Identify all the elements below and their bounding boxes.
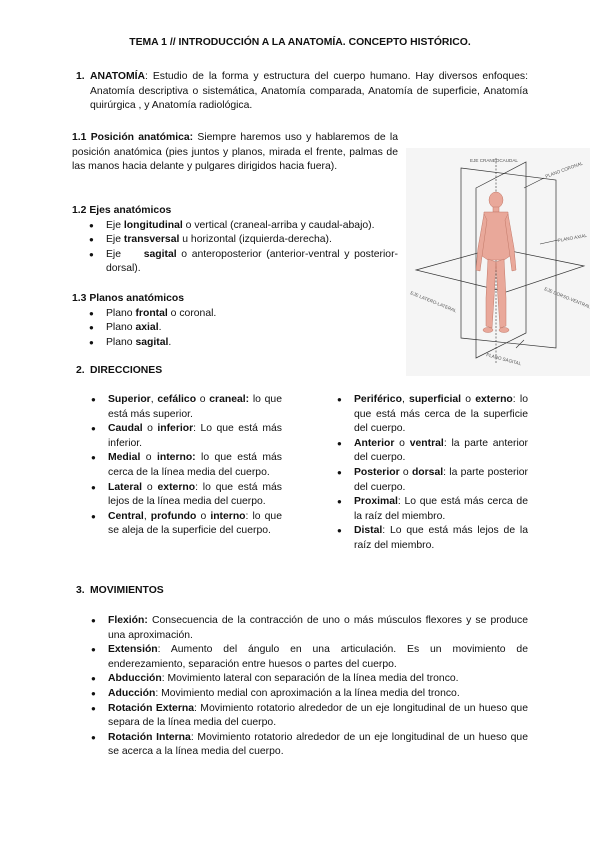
list-item: ● Plano axial. xyxy=(88,321,398,336)
label-eje-dorso: EJE DORSO-VENTRAL xyxy=(543,286,590,310)
list-item: ● Plano sagital. xyxy=(88,336,398,351)
list-item: ● Anterior o ventral: la parte anterior del cuerpo. xyxy=(336,437,528,466)
list-item: ● Eje sagital o anteroposterior (anterior-ventral y posterior-dorsal). xyxy=(88,248,398,277)
movimientos-list xyxy=(90,614,528,760)
list-item: ● Abducción: Movimiento lateral con separación de la línea media del tronco. xyxy=(90,672,528,687)
list-item: ● Caudal o inferior: Lo que está más inferior. xyxy=(90,422,282,451)
direcciones-left-list xyxy=(90,393,282,539)
anatomical-planes-illustration xyxy=(406,148,590,376)
list-item: ● Aducción: Movimiento medial con aproximación a la línea media del tronco. xyxy=(90,687,528,702)
list-item: ● Extensión: Aumento del ángulo en una articulación. Es un movimiento de enderezamiento, separación entre huesos o partes del cuerpo. xyxy=(90,643,528,672)
subsection-posicion xyxy=(72,131,398,175)
direcciones-right-list xyxy=(336,393,528,554)
movimientos-column xyxy=(90,614,528,760)
section-anatomia xyxy=(76,70,528,114)
list-item: ● Proximal: Lo que está más cerca de la raíz del miembro. xyxy=(336,495,528,524)
section-number: 3. xyxy=(76,585,85,596)
label-plano-coronal: PLANO CORONAL xyxy=(544,160,584,179)
label-eje-craneocaudal: EJE CRANEOCAUDAL xyxy=(470,158,518,163)
direcciones-left-column xyxy=(90,393,282,539)
list-item: ● Flexión: Consecuencia de la contracción de uno o más músculos flexores y se produce una aproximación. xyxy=(90,614,528,643)
section-number: 2. xyxy=(76,365,85,376)
section-text: : Estudio de la forma y estructura del cuerpo humano. Hay diversos enfoques: Anatomía descriptiva o sistemática, Anatomía comparada, Anatomía de superficie, Anatomía quirúrgica , y Anatomía radiológica. xyxy=(90,71,528,112)
list-item: ● Eje longitudinal o vertical (craneal-arriba y caudal-abajo). xyxy=(88,219,398,234)
list-item: ● Superior, cefálico o craneal: lo que está más superior. xyxy=(90,393,282,422)
anatomical-planes-figure xyxy=(406,148,590,376)
list-item: ● Eje transversal u horizontal (izquierda-derecha). xyxy=(88,233,398,248)
subsection-heading: 1.1 Posición anatómica: xyxy=(72,132,194,143)
section-heading: MOVIMIENTOS xyxy=(90,585,164,596)
label-eje-lateral: EJE LATERO-LATERAL xyxy=(409,290,458,314)
label-plano-axial: PLANO AXIAL xyxy=(557,232,588,243)
section-number: 1. xyxy=(76,71,85,82)
list-item: ● Distal: Lo que está más lejos de la raíz del miembro. xyxy=(336,524,528,553)
planos-list xyxy=(88,307,398,351)
list-item: ● Rotación Interna: Movimiento rotatorio alrededor de un eje longitudinal de un hueso que se acerca a la línea media del cuerpo. xyxy=(90,731,528,760)
list-item: ● Medial o interno: lo que está más cerca de la línea media del cuerpo. xyxy=(90,451,282,480)
section-heading: ANATOMÍA xyxy=(90,71,146,82)
section-heading: DIRECCIONES xyxy=(90,365,163,376)
list-item: ● Lateral o externo: lo que está más lejos de la línea media del cuerpo. xyxy=(90,481,282,510)
list-item: ● Posterior o dorsal: la parte posterior del cuerpo. xyxy=(336,466,528,495)
label-plano-sagital: PLANO SAGITAL xyxy=(485,352,522,367)
subsection-heading: 1.3 Planos anatómicos xyxy=(72,293,185,304)
subsection-text: Siempre haremos uso y hablaremos de la posición anatómica (pies juntos y planos, mirada el frente, palmas de las manos hacia delante y pulgares dirigidos hacia fuera). xyxy=(72,132,398,173)
list-item: ● Plano frontal o coronal. xyxy=(88,307,398,322)
ejes-list xyxy=(88,219,398,277)
page-title: TEMA 1 // INTRODUCCIÓN A LA ANATOMÍA. CONCEPTO HISTÓRICO. xyxy=(129,37,471,48)
list-item: ● Central, profundo o interno: lo que se aleja de la superficie del cuerpo. xyxy=(90,510,282,539)
list-item: ● Rotación Externa: Movimiento rotatorio alrededor de un eje longitudinal de un hueso que separa de la línea media del cuerpo. xyxy=(90,702,528,731)
subsection-ejes xyxy=(72,204,398,277)
subsection-planos xyxy=(72,292,398,350)
list-item: ● Periférico, superficial o externo: lo que está más cerca de la superficie del cuerpo. xyxy=(336,393,528,437)
direcciones-right-column xyxy=(336,393,528,554)
section-direcciones-heading xyxy=(76,364,528,379)
subsection-heading: 1.2 Ejes anatómicos xyxy=(72,205,172,216)
section-movimientos-heading xyxy=(76,584,528,599)
